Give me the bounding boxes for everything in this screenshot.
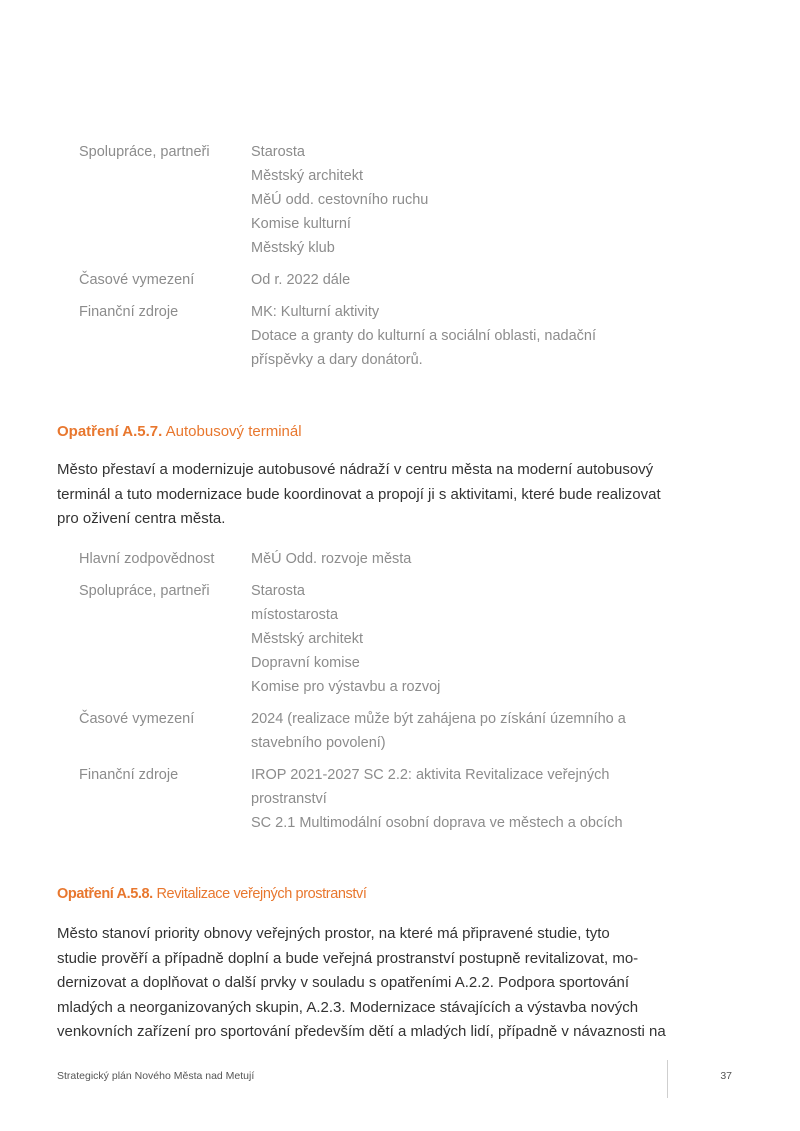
row-value: Starosta — [251, 144, 305, 160]
footer-divider — [667, 1060, 668, 1098]
row-values — [251, 707, 671, 755]
row-value: MěÚ Odd. rozvoje města — [251, 551, 412, 567]
footer-title: Strategický plán Nového Města nad Metují — [57, 1070, 255, 1082]
row-values — [251, 547, 671, 571]
row-value: místostarosta — [251, 607, 339, 623]
paragraph-line: dernizovat a doplňovat o další prvky v souladu s opatřeními A.2.2. Podpora sportování — [57, 974, 630, 991]
row-value: Komise kulturní — [251, 216, 351, 232]
row-values — [251, 300, 671, 372]
row-label: Finanční zdroje — [79, 304, 179, 320]
paragraph-line: Město přestaví a modernizuje autobusové nádraží v centru města na moderní autobusový — [57, 461, 654, 478]
measure-description — [57, 922, 677, 1045]
row-value: stavebního povolení) — [251, 735, 386, 751]
row-value: SC 2.1 Multimodální osobní doprava ve městech a obcích — [251, 815, 623, 831]
paragraph-line: pro oživení centra města. — [57, 510, 226, 527]
row-value: MK: Kulturní aktivity — [251, 304, 380, 320]
row-value: Starosta — [251, 583, 305, 599]
row-values — [251, 579, 671, 699]
row-value: Dotace a granty do kulturní a sociální oblasti, nadační — [251, 328, 596, 344]
row-value: Od r. 2022 dále — [251, 272, 351, 288]
paragraph-line: mladých a neorganizovaných skupin, A.2.3. Modernizace stávajících a výstavba nových — [57, 998, 639, 1016]
measure-title: Revitalizace veřejných prostranství — [156, 886, 367, 902]
row-label: Časové vymezení — [79, 272, 195, 288]
measure-number: Opatření A.5.7. — [57, 423, 163, 440]
page-number: 37 — [720, 1070, 732, 1082]
row-value: Komise pro výstavbu a rozvoj — [251, 679, 441, 695]
paragraph-line: terminál a tuto modernizace bude koordinovat a propojí ji s aktivitami, které bude realizovat — [57, 485, 661, 503]
row-value: Dopravní komise — [251, 655, 360, 671]
row-value: Městský klub — [251, 240, 335, 256]
row-value: příspěvky a dary donátorů. — [251, 352, 423, 368]
row-label: Časové vymezení — [79, 711, 195, 727]
paragraph-line: Město stanoví priority obnovy veřejných prostor, na které má připravené studie, tyto — [57, 925, 610, 942]
measure-number: Opatření A.5.8. — [57, 886, 153, 902]
paragraph-line: studie prověří a případně doplní a bude veřejná prostranství postupně revitalizovat, mo- — [57, 949, 639, 967]
row-value: Městský architekt — [251, 168, 363, 184]
measure-title: Autobusový terminál — [165, 423, 302, 440]
measure-description — [57, 458, 677, 532]
row-value: Městský architekt — [251, 631, 363, 647]
measure-heading — [57, 422, 302, 442]
row-label: Hlavní zodpovědnost — [79, 551, 215, 567]
row-values — [251, 140, 671, 260]
paragraph-line: venkovních zařízení pro sportování především dětí a mladých lidí, případně v návaznosti na — [57, 1023, 666, 1040]
row-values — [251, 268, 671, 292]
row-value: MěÚ odd. cestovního ruchu — [251, 192, 429, 208]
measure-heading — [57, 884, 367, 904]
row-value: 2024 (realizace může být zahájena po získání územního a — [251, 711, 626, 727]
row-value: IROP 2021-2027 SC 2.2: aktivita Revitalizace veřejných — [251, 767, 610, 783]
row-label: Spolupráce, partneři — [79, 144, 210, 160]
row-values — [251, 763, 671, 835]
row-label: Finanční zdroje — [79, 767, 179, 783]
row-value: prostranství — [251, 791, 327, 807]
row-label: Spolupráce, partneři — [79, 583, 210, 599]
